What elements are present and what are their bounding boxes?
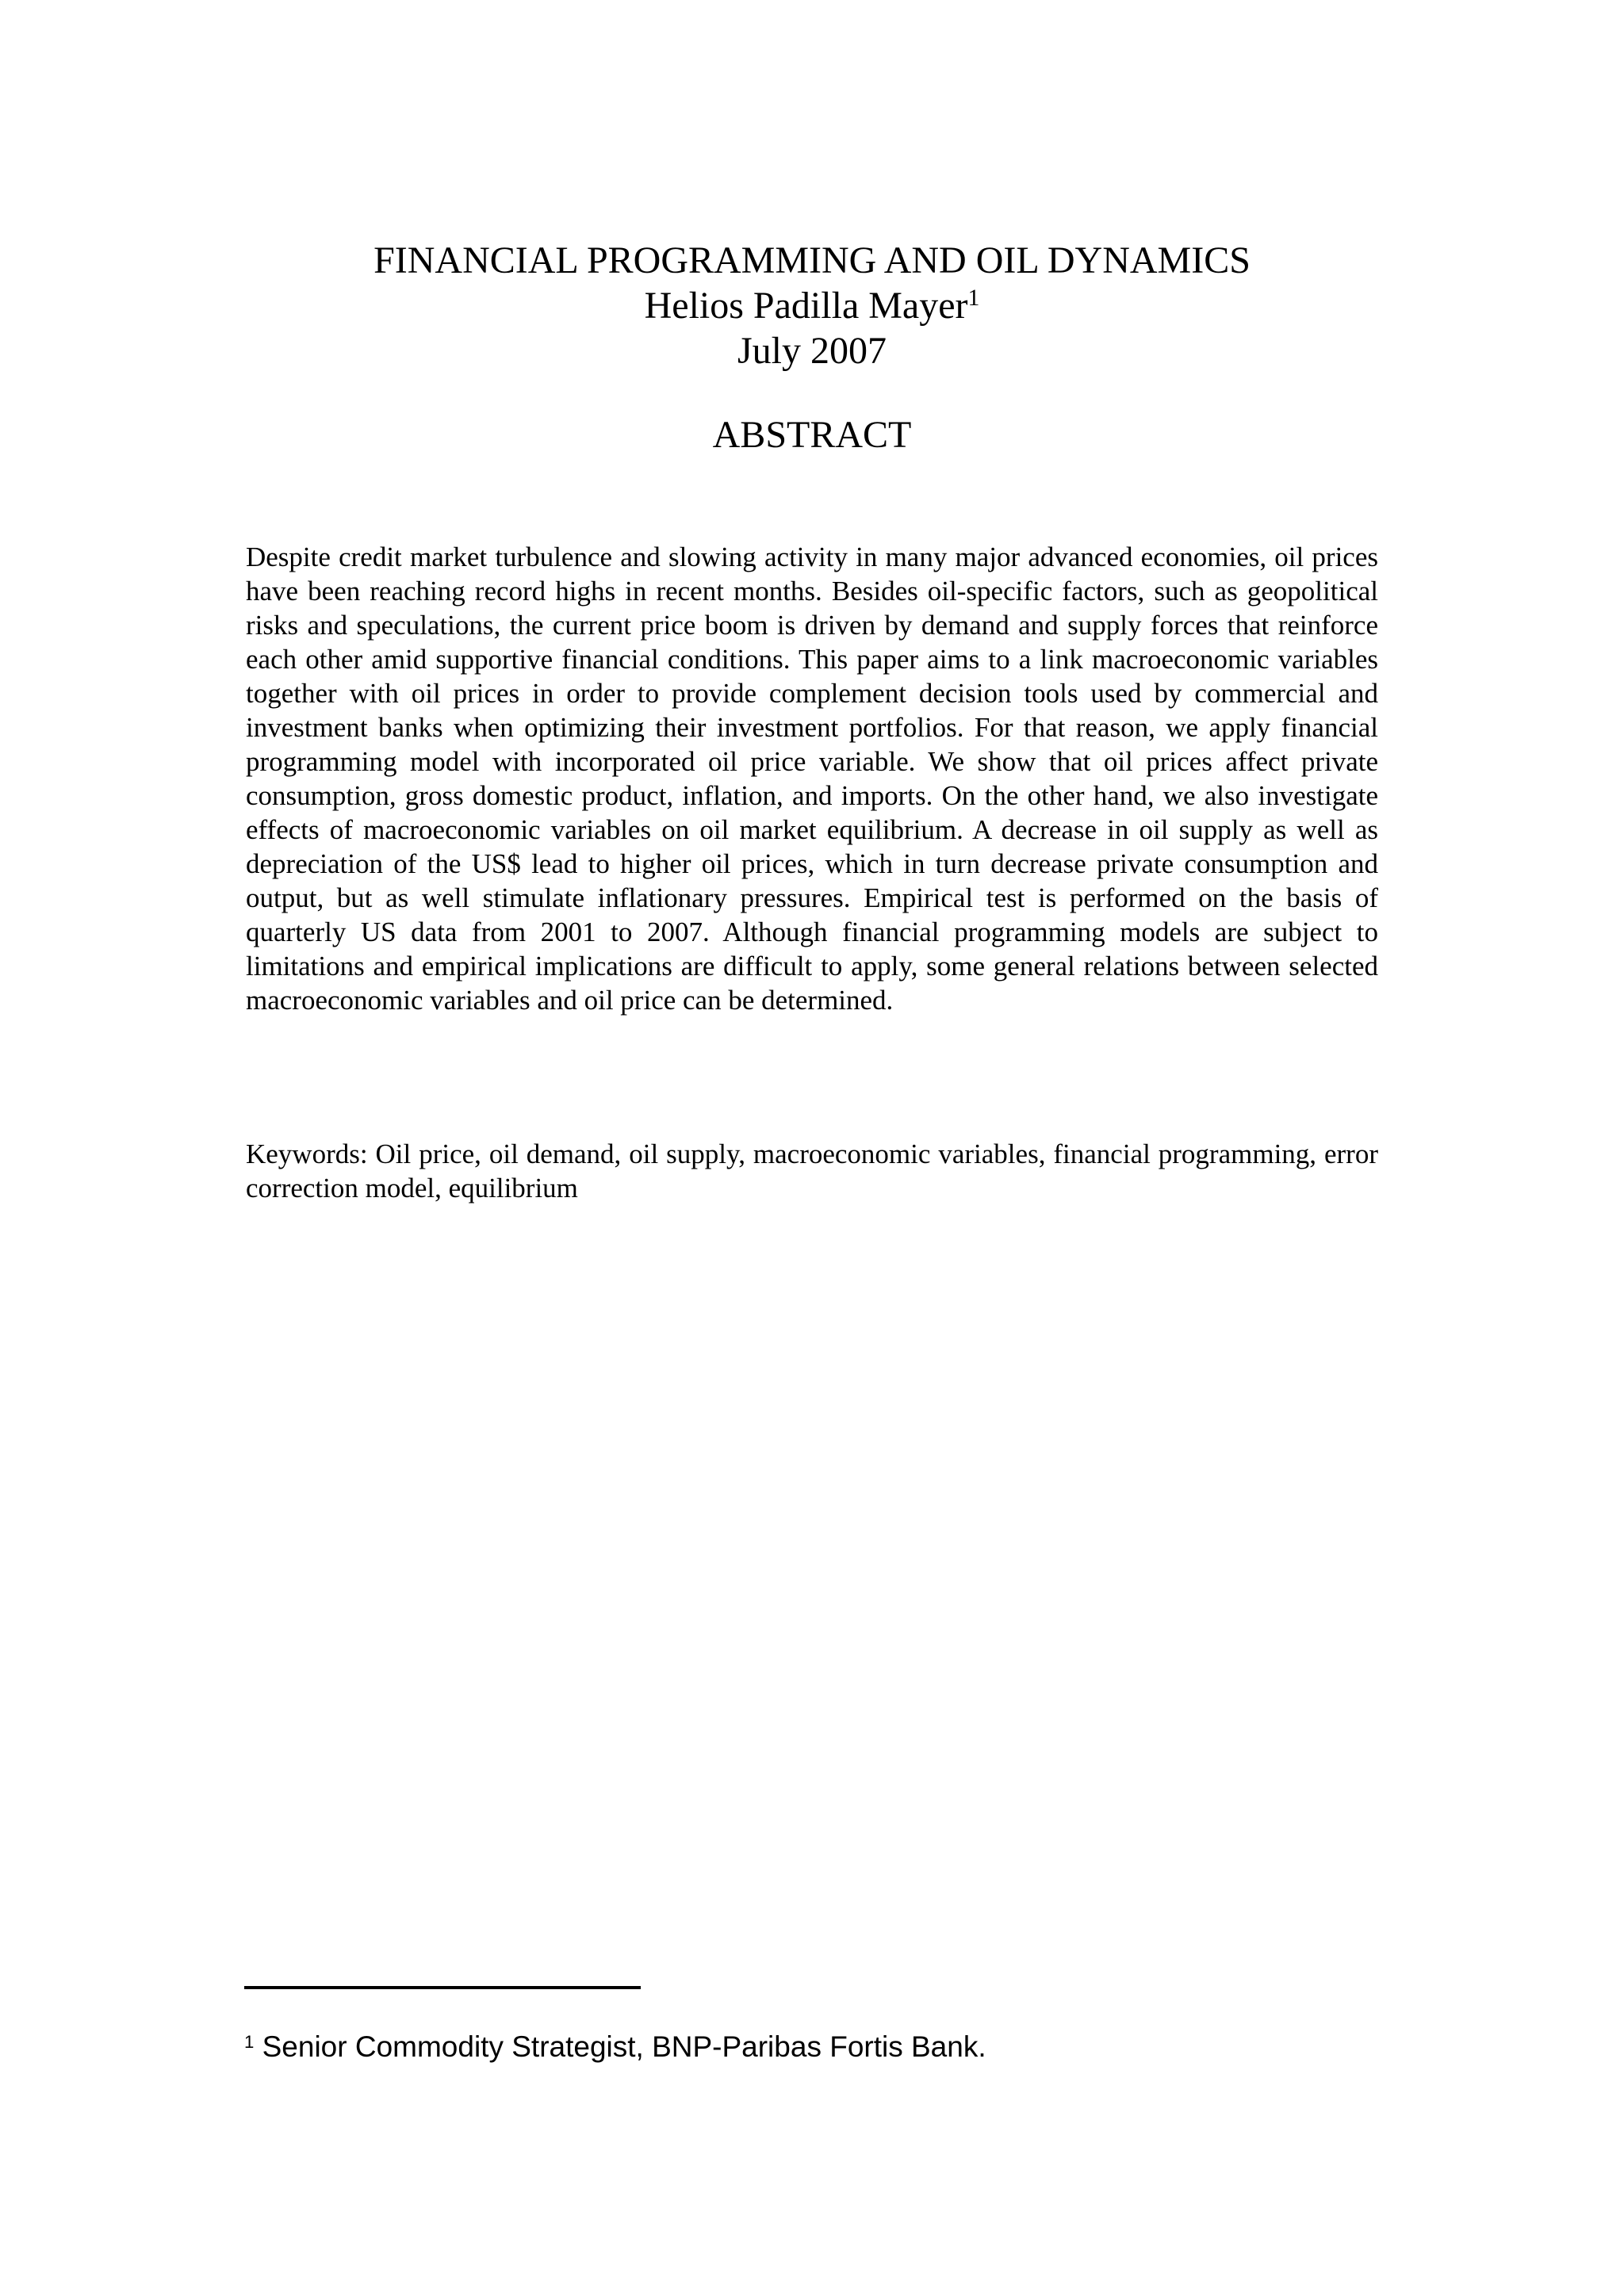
footnote [244,2030,1377,2064]
footnote-text: Senior Commodity Strategist, BNP-Paribas Fortis Bank. [262,2030,986,2063]
title-block [246,238,1378,373]
author-name: Helios Padilla Mayer [644,285,968,327]
keywords-paragraph: Keywords: Oil price, oil demand, oil supply, macroeconomic variables, financial programming, error correction model, equilibrium [246,1138,1378,1203]
footnote-separator-rule [244,1986,641,1989]
abstract-paragraph: Despite credit market turbulence and slowing activity in many major advanced economies, oil prices have been reaching record highs in recent months. Besides oil-specific factors, such as geopolitical risks and speculations, the current price boom is driven by demand and supply forces that reinforce each other amid supportive financial conditions. This paper aims to a link macroeconomic variables together with oil prices in order to provide complement decision tools used by commercial and investment banks when optimizing their investment portfolios. For that reason, we apply financial programming model with incorporated oil price variable. We show that oil prices affect private consumption, gross domestic product, inflation, and imports. On the other hand, we also investigate effects of macroeconomic variables on oil market equilibrium. A decrease in oil supply as well as depreciation of the US$ lead to higher oil prices, which in turn decrease private consumption and output, but as well stimulate inflationary pressures. Empirical test is performed on the basis of quarterly US data from 2001 to 2007. Although financial programming models are subject to limitations and empirical implications are difficult to apply, some general relations between selected macroeconomic variables and oil price can be determined. [246,541,1378,1016]
page-title: FINANCIAL PROGRAMMING AND OIL DYNAMICS [373,239,1251,281]
author-line [246,283,1378,328]
footnote-mark: 1 [244,2031,255,2052]
abstract-heading: ABSTRACT [712,414,912,456]
date-line: July 2007 [737,330,887,372]
author-footnote-mark: 1 [967,284,980,311]
